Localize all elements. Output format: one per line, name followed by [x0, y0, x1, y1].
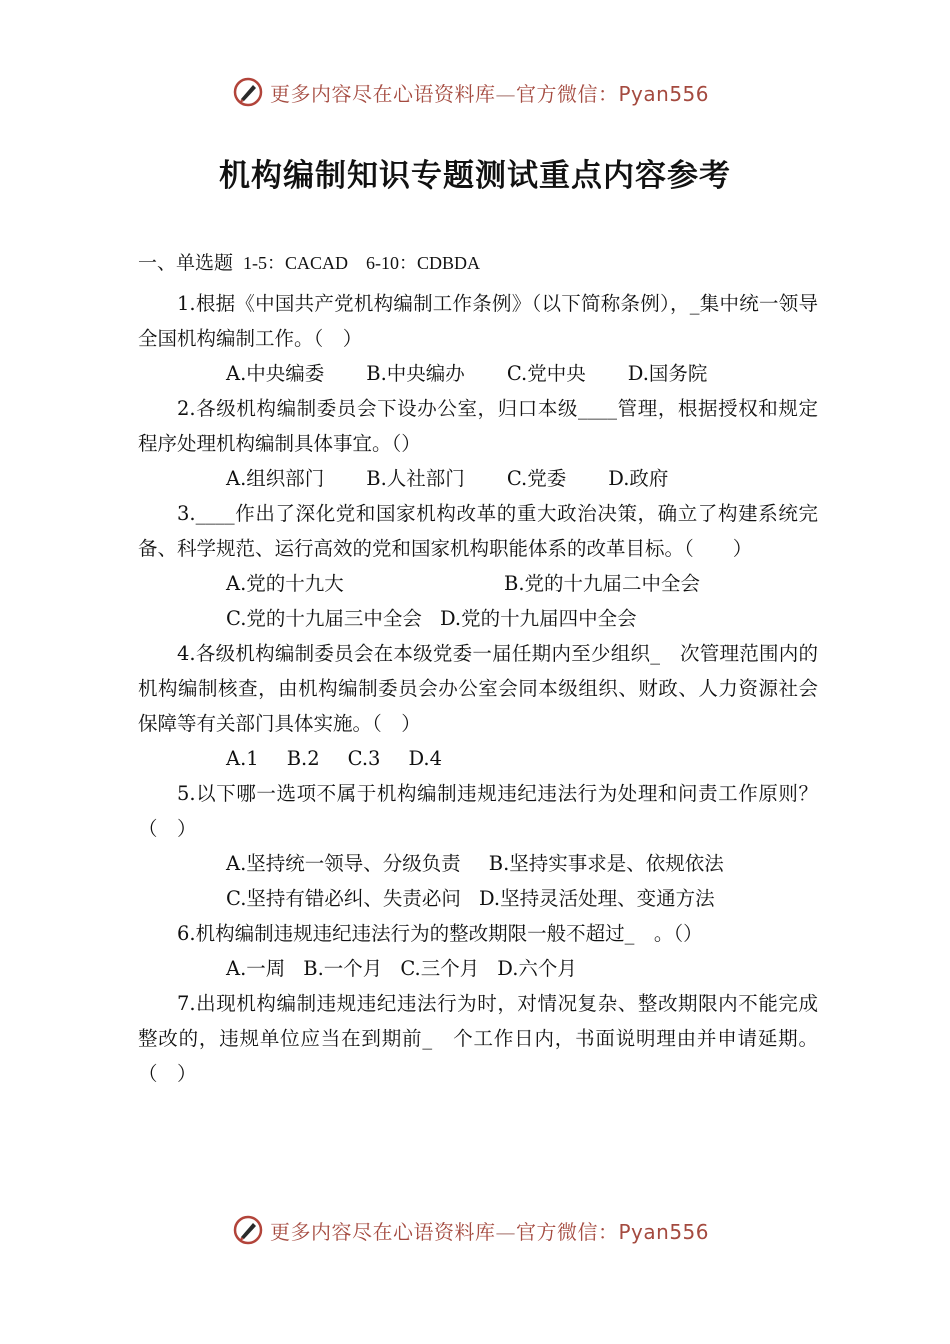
option: C.3: [347, 747, 381, 770]
options-4: [138, 741, 818, 776]
question-list: [138, 286, 818, 1091]
option: B.2: [286, 747, 320, 770]
question-7: 7.出现机构编制违规违纪违法行为时，对情况复杂、整改期限内不能完成整改的，违规单位应当在到期前_ 个工作日内，书面说明理由并申请延期。（ ）: [138, 992, 818, 1085]
option: B.一个月: [303, 957, 383, 980]
option: A.1: [226, 747, 259, 770]
option: C.三个月: [400, 957, 480, 980]
option: B.坚持实事求是、依规依法: [488, 852, 724, 875]
question-3: 3.____作出了深化党和国家机构改革的重大政治决策，确立了构建系统完备、科学规范、运行高效的党和国家机构职能体系的改革目标。（ ）: [138, 502, 818, 560]
option: D.政府: [608, 467, 669, 490]
options-1: [138, 356, 818, 391]
option: B.中央编办: [366, 362, 465, 385]
options-5: [138, 846, 818, 881]
option: A.组织部门: [226, 467, 325, 490]
option: C.坚持有错必纠、失责必问: [226, 887, 461, 910]
section-heading: 一、单选题 1-5：CACAD 6-10：CDBDA: [138, 252, 481, 274]
options-6: [138, 951, 818, 986]
banner-text: 更多内容尽在心语资料库—官方微信：Pyan556: [270, 81, 710, 106]
option: B.党的十九届二中全会: [504, 572, 701, 595]
question-5: 5.以下哪一选项不属于机构编制违规违纪违法行为处理和问责工作原则？（ ）: [138, 782, 818, 840]
option: C.党的十九届三中全会: [226, 607, 422, 630]
options-3b: [138, 601, 818, 636]
option: A.坚持统一领导、分级负责: [226, 852, 461, 875]
header-banner: [0, 72, 950, 112]
options-2: [138, 461, 818, 496]
footer-banner: [0, 1210, 950, 1250]
banner-text: 更多内容尽在心语资料库—官方微信：Pyan556: [270, 1219, 710, 1244]
answer-key: 1-5：CACAD 6-10：CDBDA: [243, 253, 481, 273]
option: C.党中央: [506, 362, 586, 385]
options-3: [138, 566, 818, 601]
pen-logo-icon: [232, 76, 264, 108]
options-5b: [138, 881, 818, 916]
pen-logo-icon: [232, 1214, 264, 1246]
question-6: 6.机构编制违规违纪违法行为的整改期限一般不超过_ 。（）: [177, 922, 703, 945]
option: D.坚持灵活处理、变通方法: [478, 887, 715, 910]
question-2: 2.各级机构编制委员会下设办公室，归口本级____管理，根据授权和规定程序处理机构编制具体事宜。（）: [138, 397, 818, 455]
option: B.人社部门: [366, 467, 465, 490]
option: D.六个月: [497, 957, 577, 980]
option: A.党的十九大: [226, 572, 344, 595]
question-1: 1.根据《中国共产党机构编制工作条例》（以下简称条例），_集中统一领导全国机构编制工作。（ ）: [138, 292, 818, 350]
page-title: 机构编制知识专题测试重点内容参考: [219, 158, 731, 194]
option: D.国务院: [627, 362, 708, 385]
option: A.一周: [226, 957, 286, 980]
option: D.4: [408, 747, 443, 770]
option: A.中央编委: [226, 362, 325, 385]
option: C.党委: [506, 467, 567, 490]
option: D.党的十九届四中全会: [439, 607, 637, 630]
question-4: 4.各级机构编制委员会在本级党委一届任期内至少组织_ 次管理范围内的机构编制核查，由机构编制委员会办公室会同本级组织、财政、人力资源社会保障等有关部门具体实施。（ ）: [138, 642, 818, 735]
